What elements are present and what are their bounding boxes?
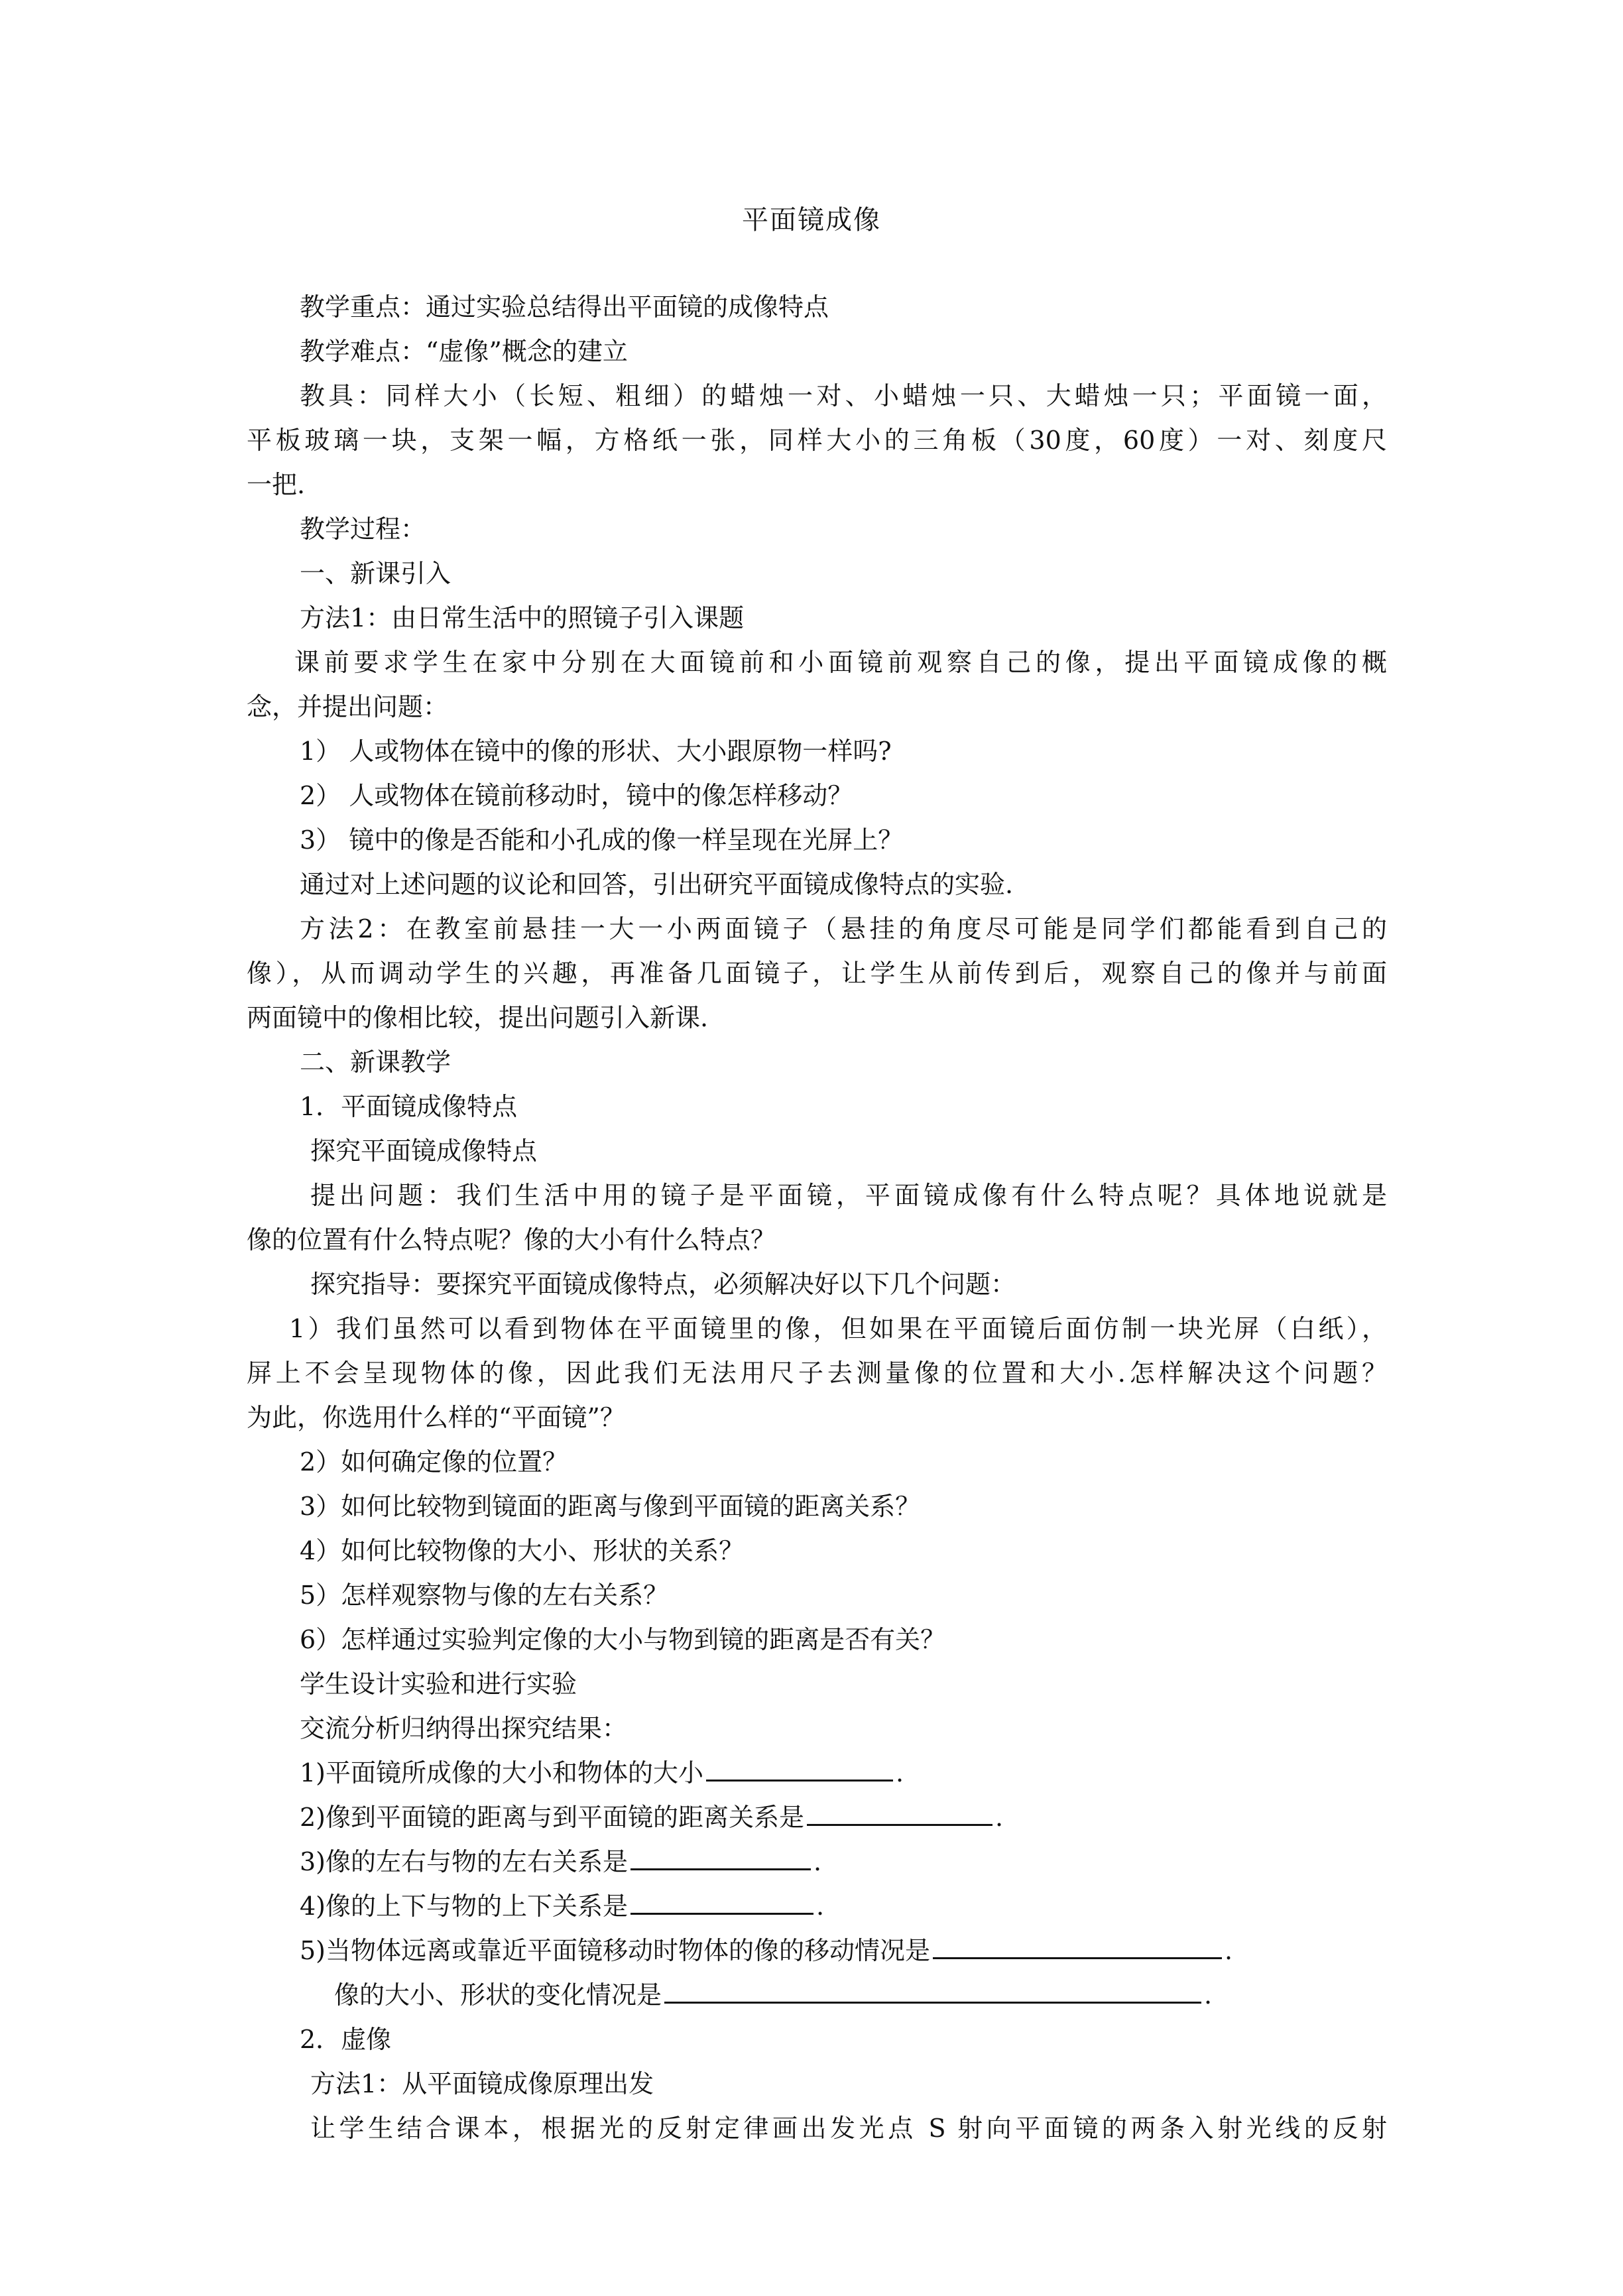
paragraph: 为此，你选用什么样的“平面镜”？ bbox=[247, 1403, 625, 1432]
answer-blank[interactable] bbox=[706, 1754, 893, 1782]
list-item: 5）怎样观察物与像的左右关系？ bbox=[300, 1581, 669, 1610]
fill-in-text: 1)平面镜所成像的大小和物体的大小 bbox=[300, 1758, 704, 1787]
paragraph: 教学重点：通过实验总结得出平面镜的成像特点 bbox=[300, 292, 829, 322]
list-item: 2） 人或物体在镜前移动时，镜中的像怎样移动？ bbox=[300, 781, 853, 810]
paragraph: 方法2：在教室前悬挂一大一小两面镜子（悬挂的角度尽可能是同学们都能看到自己的 bbox=[300, 914, 1387, 943]
answer-blank[interactable] bbox=[807, 1799, 992, 1826]
list-item: 1） 人或物体在镜中的像的形状、大小跟原物一样吗? bbox=[300, 737, 892, 766]
fill-in-end: . bbox=[813, 1847, 822, 1876]
answer-blank[interactable] bbox=[631, 1843, 811, 1870]
paragraph: 学生设计实验和进行实验 bbox=[300, 1669, 577, 1699]
fill-in-text: 3)像的左右与物的左右关系是 bbox=[300, 1847, 629, 1876]
document-body bbox=[247, 285, 1387, 2151]
fill-in-item bbox=[247, 1884, 1387, 1929]
fill-in-text: 5)当物体远离或靠近平面镜移动时物体的像的移动情况是 bbox=[300, 1936, 931, 1965]
answer-blank[interactable] bbox=[933, 1932, 1222, 1959]
list-item: 3） 镜中的像是否能和小孔成的像一样呈现在光屏上？ bbox=[300, 825, 904, 855]
fill-in-end: . bbox=[816, 1892, 825, 1921]
answer-blank[interactable] bbox=[664, 1976, 1201, 2004]
paragraph: 课前要求学生在家中分别在大面镜前和小面镜前观察自己的像，提出平面镜成像的概 bbox=[294, 648, 1387, 677]
page-title: 平面镜成像 bbox=[742, 205, 881, 235]
section-heading: 一、新课引入 bbox=[300, 559, 451, 588]
paragraph: 让学生结合课本，根据光的反射定律画出发光点 S 射向平面镜的两条入射光线的反射 bbox=[310, 2114, 1387, 2143]
paragraph: 教学过程： bbox=[300, 514, 426, 544]
paragraph: 一把. bbox=[247, 470, 306, 499]
paragraph: 教具：同样大小（长短、粗细）的蜡烛一对、小蜡烛一只、大蜡烛一只；平面镜一面， bbox=[300, 381, 1387, 410]
list-item: 4）如何比较物像的大小、形状的关系？ bbox=[300, 1536, 745, 1565]
fill-in-item bbox=[247, 1795, 1387, 1840]
fill-in-end: . bbox=[995, 1803, 1004, 1832]
fill-in-text: 像的大小、形状的变化情况是 bbox=[334, 1980, 662, 2010]
fill-in-text: 4)像的上下与物的上下关系是 bbox=[300, 1892, 629, 1921]
paragraph: 平板玻璃一块，支架一幅，方格纸一张，同样大小的三角板（30度，60度）一对、刻度尺 bbox=[247, 426, 1387, 455]
fill-in-item bbox=[247, 1840, 1387, 1884]
fill-in-item bbox=[247, 1751, 1387, 1795]
fill-in-item bbox=[247, 1929, 1387, 1973]
paragraph: 念，并提出问题： bbox=[247, 692, 449, 721]
paragraph: 提出问题：我们生活中用的镜子是平面镜，平面镜成像有什么特点呢？具体地说就是 bbox=[310, 1181, 1387, 1210]
fill-in-end: . bbox=[1225, 1936, 1233, 1965]
paragraph: 方法1：由日常生活中的照镜子引入课题 bbox=[300, 603, 745, 633]
fill-in-item bbox=[247, 1973, 1387, 2018]
answer-blank[interactable] bbox=[631, 1888, 813, 1915]
fill-in-text: 2)像到平面镜的距离与到平面镜的距离关系是 bbox=[300, 1803, 805, 1832]
list-item: 1）我们虽然可以看到物体在平面镜里的像，但如果在平面镜后面仿制一块光屏（白纸）， bbox=[289, 1314, 1387, 1343]
paragraph: 交流分析归纳得出探究结果： bbox=[300, 1714, 628, 1743]
paragraph: 通过对上述问题的议论和回答，引出研究平面镜成像特点的实验. bbox=[300, 870, 1014, 899]
paragraph: 像），从而调动学生的兴趣，再准备几面镜子，让学生从前传到后，观察自己的像并与前面 bbox=[247, 959, 1387, 988]
subsection-heading: 1．平面镜成像特点 bbox=[300, 1092, 518, 1121]
subsection-heading: 2．虚像 bbox=[300, 2025, 392, 2054]
fill-in-end: . bbox=[1204, 1980, 1213, 2010]
paragraph: 屏上不会呈现物体的像，因此我们无法用尺子去测量像的位置和大小.怎样解决这个问题？ bbox=[247, 1359, 1387, 1388]
paragraph: 方法1：从平面镜成像原理出发 bbox=[310, 2069, 654, 2098]
section-heading: 二、新课教学 bbox=[300, 1048, 451, 1077]
list-item: 6）怎样通过实验判定像的大小与物到镜的距离是否有关？ bbox=[300, 1625, 946, 1654]
paragraph: 探究平面镜成像特点 bbox=[310, 1136, 538, 1166]
paragraph: 教学难点：“虚像”概念的建立 bbox=[300, 337, 628, 366]
paragraph: 两面镜中的像相比较，提出问题引入新课. bbox=[247, 1003, 709, 1032]
paragraph: 像的位置有什么特点呢？像的大小有什么特点？ bbox=[247, 1225, 776, 1254]
paragraph: 探究指导：要探究平面镜成像特点，必须解决好以下几个问题： bbox=[310, 1270, 1016, 1299]
list-item: 2）如何确定像的位置？ bbox=[300, 1447, 568, 1477]
list-item: 3）如何比较物到镜面的距离与像到平面镜的距离关系？ bbox=[300, 1492, 921, 1521]
fill-in-end: . bbox=[896, 1758, 904, 1787]
